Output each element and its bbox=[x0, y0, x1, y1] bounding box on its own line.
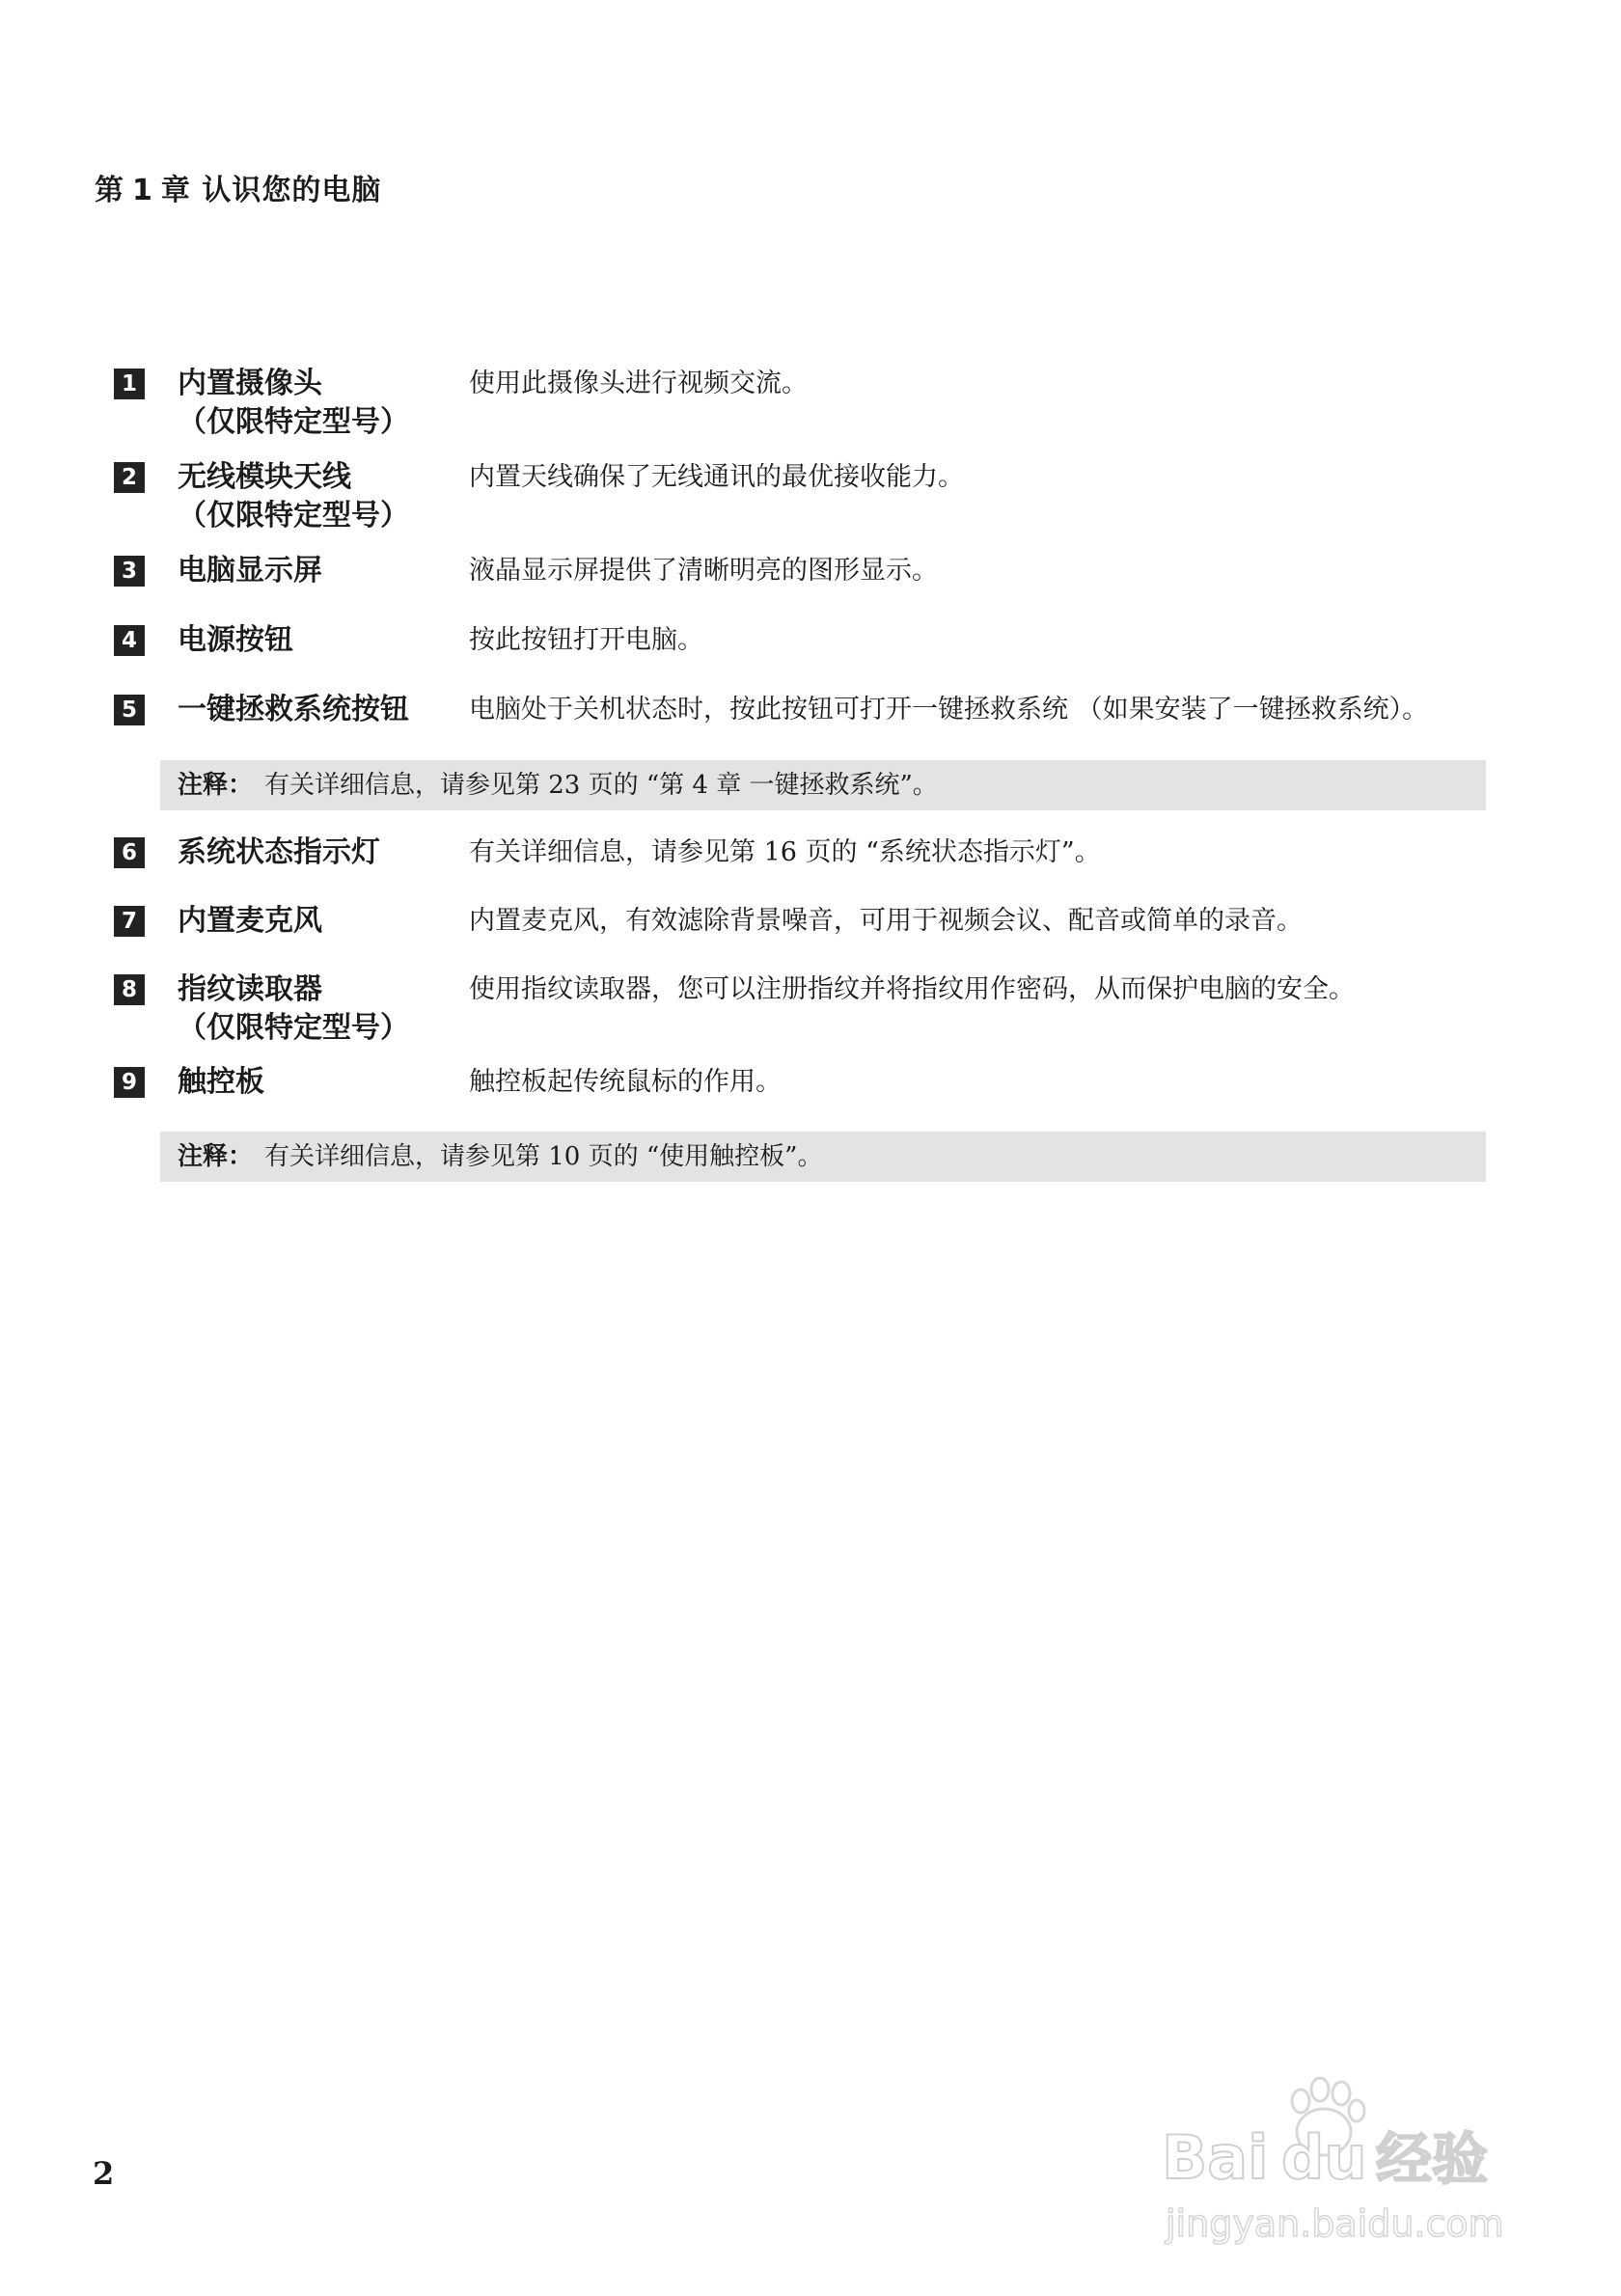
chapter-number: 1 bbox=[132, 174, 153, 207]
component-description: 内置天线确保了无线通讯的最优接收能力。 bbox=[469, 462, 964, 492]
note-label: 注释： bbox=[178, 771, 254, 800]
component-term: 触控板 bbox=[178, 1065, 264, 1099]
item-number-badge: 9 bbox=[114, 1067, 145, 1098]
component-availability: （仅限特定型号） bbox=[178, 499, 409, 533]
component-name bbox=[178, 970, 457, 1048]
chapter-title bbox=[95, 166, 381, 208]
component-availability: （仅限特定型号） bbox=[178, 405, 409, 439]
component-description: 使用此摄像头进行视频交流。 bbox=[469, 369, 808, 398]
item-number-badge: 5 bbox=[114, 695, 145, 725]
component-term: 系统状态指示灯 bbox=[178, 835, 380, 869]
component-description: 电脑处于关机状态时，按此按钮可打开一键拯救系统 （如果安装了一键拯救系统）。 bbox=[469, 695, 1429, 724]
baidu-jingyan-watermark-logo bbox=[1158, 2064, 1544, 2248]
component-name bbox=[178, 552, 457, 590]
item-number-badge: 3 bbox=[114, 556, 145, 587]
note-box bbox=[160, 1132, 1486, 1182]
component-name bbox=[178, 365, 457, 442]
component-term: 电脑显示屏 bbox=[178, 554, 322, 588]
component-name bbox=[178, 1063, 457, 1102]
item-number-badge: 8 bbox=[114, 974, 145, 1005]
component-availability: （仅限特定型号） bbox=[178, 1011, 409, 1045]
component-name bbox=[178, 691, 457, 729]
component-term: 内置摄像头 bbox=[178, 367, 322, 400]
component-name bbox=[178, 621, 457, 660]
component-name bbox=[178, 834, 457, 872]
item-number-badge: 6 bbox=[114, 837, 145, 868]
note-box bbox=[160, 760, 1486, 810]
component-term: 指纹读取器 bbox=[178, 972, 322, 1006]
component-term: 内置麦克风 bbox=[178, 904, 322, 938]
svg-text:Bai: Bai bbox=[1162, 2122, 1269, 2193]
note-label: 注释： bbox=[178, 1142, 254, 1171]
chapter-name: 章 认识您的电脑 bbox=[160, 174, 382, 207]
component-term: 一键拯救系统按钮 bbox=[178, 693, 409, 726]
component-term: 无线模块天线 bbox=[178, 460, 351, 494]
component-name bbox=[178, 458, 457, 535]
component-description: 使用指纹读取器，您可以注册指纹并将指纹用作密码，从而保护电脑的安全。 bbox=[469, 974, 1355, 1004]
note-text: 有关详细信息，请参见第 23 页的 “第 4 章 一键拯救系统”。 bbox=[264, 771, 938, 800]
note-text: 有关详细信息，请参见第 10 页的 “使用触控板”。 bbox=[264, 1142, 823, 1171]
svg-text:du: du bbox=[1281, 2122, 1367, 2193]
component-term: 电源按钮 bbox=[178, 623, 293, 657]
component-description: 内置麦克风，有效滤除背景噪音，可用于视频会议、配音或简单的录音。 bbox=[469, 906, 1303, 936]
svg-text:经验: 经验 bbox=[1376, 2126, 1489, 2192]
chapter-prefix: 第 bbox=[95, 174, 124, 207]
item-number-badge: 1 bbox=[114, 369, 145, 399]
svg-text:jingyan.baidu.com: jingyan.baidu.com bbox=[1166, 2202, 1504, 2245]
component-name bbox=[178, 902, 457, 941]
component-description: 按此按钮打开电脑。 bbox=[469, 625, 703, 655]
component-description: 有关详细信息，请参见第 16 页的 “系统状态指示灯”。 bbox=[469, 837, 1101, 867]
component-description: 液晶显示屏提供了清晰明亮的图形显示。 bbox=[469, 556, 938, 586]
component-description: 触控板起传统鼠标的作用。 bbox=[469, 1067, 782, 1097]
item-number-badge: 2 bbox=[114, 462, 145, 493]
item-number-badge: 7 bbox=[114, 906, 145, 937]
item-number-badge: 4 bbox=[114, 625, 145, 656]
page-number: 2 bbox=[93, 2155, 115, 2192]
